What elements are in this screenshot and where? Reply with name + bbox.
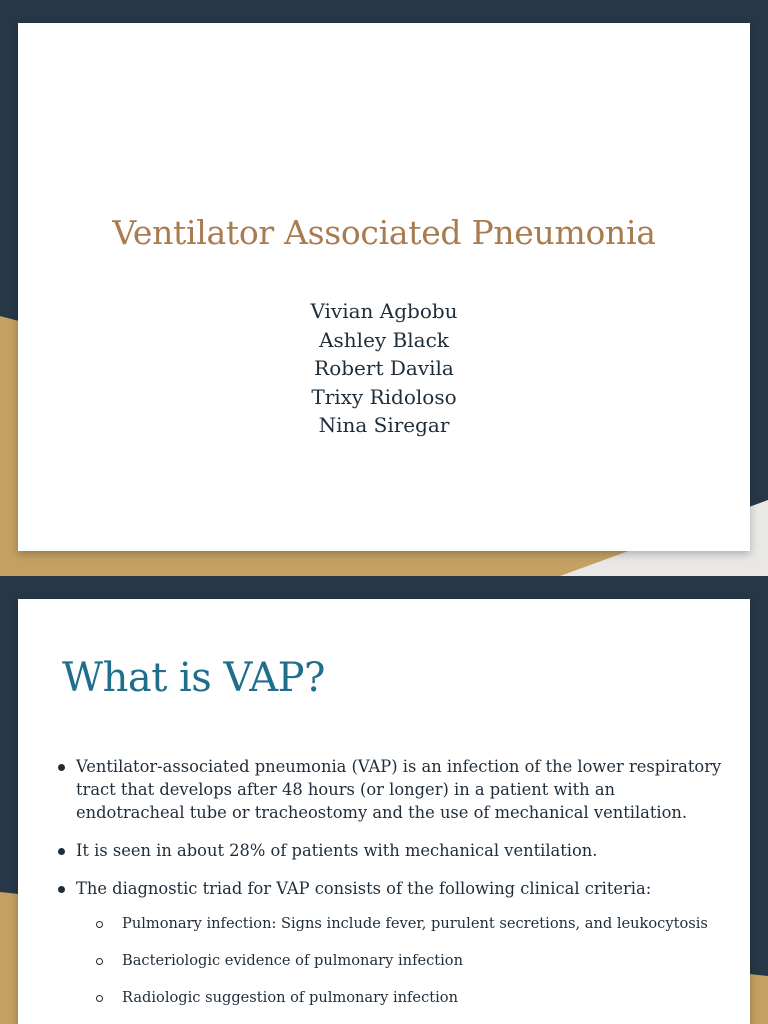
sub-bullet-text: Bacteriologic evidence of pulmonary infection: [122, 952, 463, 969]
slide-heading: What is VAP?: [62, 655, 325, 701]
bullet-item: [58, 877, 728, 1008]
hollow-circle-icon: [96, 921, 103, 928]
author-name: Vivian Agbobu: [310, 299, 458, 323]
bullet-text: Ventilator-associated pneumonia (VAP) is an infection of the lower respiratory tract that develops after 48 hours (or longer) in a patient with an endotracheal tube or tracheostomy and the use of mechanical ventilation.: [76, 757, 722, 822]
bullet-list: [58, 755, 728, 1024]
bullet-text: The diagnostic triad for VAP consists of the following clinical criteria:: [76, 879, 652, 898]
slide-card: [18, 23, 750, 551]
presentation-title: Ventilator Associated Pneumonia: [112, 213, 656, 252]
bullet-dot-icon: [58, 764, 65, 771]
bullet-text: It is seen in about 28% of patients with mechanical ventilation.: [76, 841, 598, 860]
author-name: Trixy Ridoloso: [311, 384, 457, 409]
author-list: [18, 297, 750, 440]
hollow-circle-icon: [96, 958, 103, 965]
sub-bullet-item: [76, 988, 728, 1008]
bullet-dot-icon: [58, 886, 65, 893]
author-name: Nina Siregar: [318, 413, 450, 437]
sub-bullet-text: Radiologic suggestion of pulmonary infection: [122, 989, 458, 1006]
sub-bullet-text: Pulmonary infection: Signs include fever, purulent secretions, and leukocytosis: [122, 915, 708, 932]
slide-card: [18, 599, 750, 1024]
bullet-item: [58, 839, 728, 862]
sub-bullet-item: [76, 951, 728, 971]
author-name: Ashley Black: [319, 327, 449, 352]
bullet-item: [58, 755, 728, 824]
hollow-circle-icon: [96, 995, 103, 1002]
bullet-dot-icon: [58, 848, 65, 855]
sub-bullet-item: [76, 914, 728, 934]
author-name: Robert Davila: [314, 356, 454, 380]
sub-bullet-list: [76, 914, 728, 1008]
slide-what-is-vap: [0, 576, 768, 1024]
